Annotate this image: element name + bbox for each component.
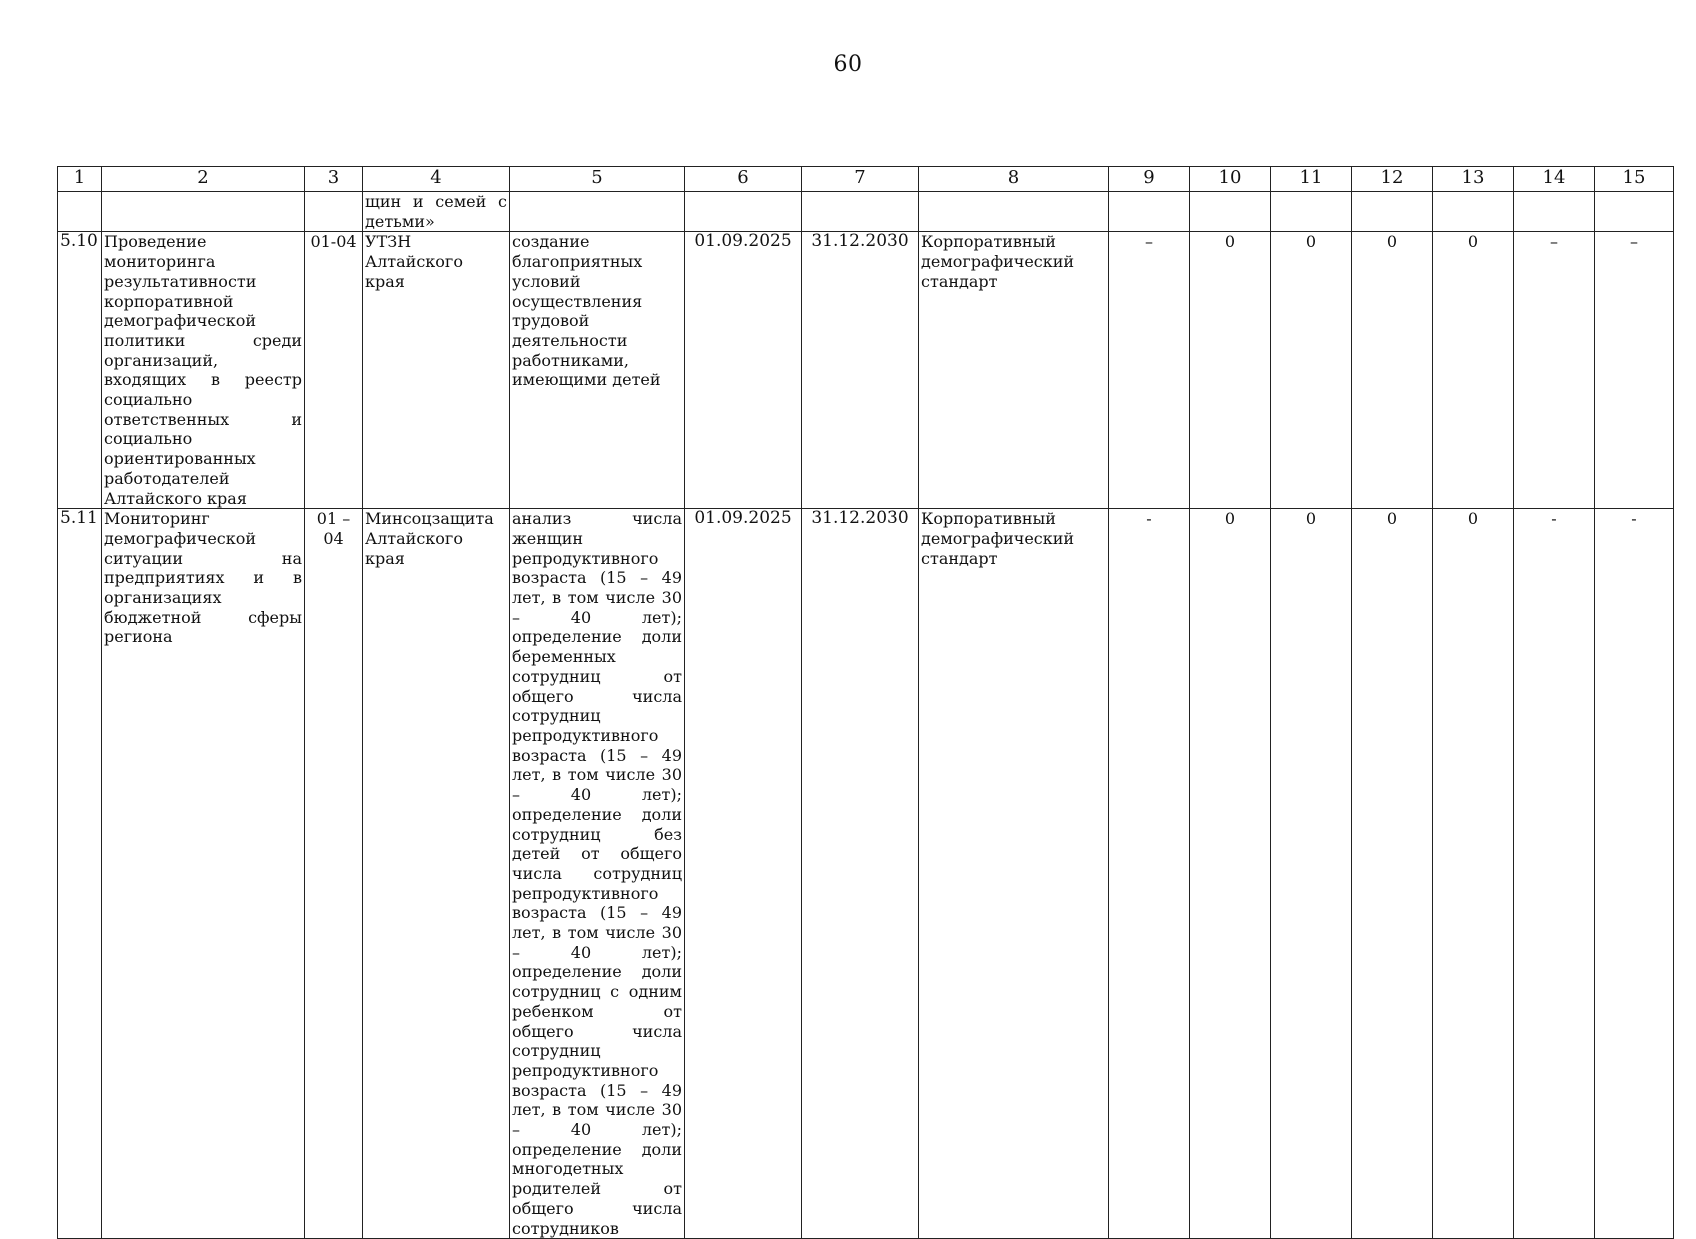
start-date: 01.09.2025 [685,232,802,509]
column-header: 12 [1352,167,1433,192]
expected-result: создание благоприятных условий осуществления трудовой деятельности работниками, имеющими детей [510,232,685,509]
end-date: 31.12.2030 [802,509,919,1239]
plan-table [57,166,1674,1239]
linked-project: Корпоративный демографический стандарт [919,232,1109,509]
value-col-12: 0 [1352,509,1433,1239]
table-cell [1271,192,1352,232]
column-header: 8 [919,167,1109,192]
column-header: 10 [1190,167,1271,192]
column-header: 4 [363,167,510,192]
table-cell [919,192,1109,232]
column-header: 15 [1595,167,1674,192]
value-col-13: 0 [1433,232,1514,509]
value-col-15: – [1595,232,1674,509]
value-col-9: - [1109,509,1190,1239]
column-header: 6 [685,167,802,192]
table-cell [1352,192,1433,232]
table-cell [802,192,919,232]
executor: Минсоцзащита Алтайского края [363,509,510,1239]
end-date: 31.12.2030 [802,232,919,509]
value-col-14: – [1514,232,1595,509]
value-col-9: – [1109,232,1190,509]
value-col-15: - [1595,509,1674,1239]
column-header: 14 [1514,167,1595,192]
column-header: 1 [58,167,102,192]
activity-name: Мониторинг демографической ситуации на предприятиях и в организациях бюджетной сферы региона [102,509,305,1239]
row-number: 5.10 [58,232,102,509]
table-cell [58,192,102,232]
column-header: 7 [802,167,919,192]
value-col-10: 0 [1190,232,1271,509]
column-number-row [58,167,1674,192]
value-col-14: - [1514,509,1595,1239]
expected-result: анализ числа женщин репродуктивного возраста (15 – 49 лет, в том числе 30 – 40 лет); определение доли беременных сотрудниц от общего числа сотрудниц репродуктивного возраста (15 – 49 лет, в том числе 30 – 40 лет); определение доли сотрудниц без детей от общего числа сотрудниц репродуктивного возраста (15 – 49 лет, в том числе 30 – 40 лет); определение доли сотрудниц с одним ребенком от общего числа сотрудниц репродуктивного возраста (15 – 49 лет, в том числе 30 – 40 лет); определение доли многодетных родителей от общего числа сотрудников [510,509,685,1239]
table-cell [1514,192,1595,232]
activity-name: Проведение мониторинга результативности корпоративной демографической политики среди организаций, входящих в реестр социально ответственных и социально ориентированных работодателей Алтайского края [102,232,305,509]
value-col-11: 0 [1271,509,1352,1239]
table-cell [1433,192,1514,232]
table-cell [1595,192,1674,232]
start-date: 01.09.2025 [685,509,802,1239]
table-cell [1109,192,1190,232]
value-col-13: 0 [1433,509,1514,1239]
page-number: 60 [833,52,863,77]
value-col-11: 0 [1271,232,1352,509]
column-header: 2 [102,167,305,192]
linked-project: Корпоративный демографический стандарт [919,509,1109,1239]
activity-code: 01 – 04 [305,509,363,1239]
table-cell [305,192,363,232]
column-header: 11 [1271,167,1352,192]
table-cell [1190,192,1271,232]
column-header: 13 [1433,167,1514,192]
row-number: 5.11 [58,509,102,1239]
column-header: 5 [510,167,685,192]
value-col-10: 0 [1190,509,1271,1239]
column-header: 3 [305,167,363,192]
table-cell [685,192,802,232]
activity-code: 01-04 [305,232,363,509]
table-row-5-11 [58,509,1674,1239]
table-cell [102,192,305,232]
column-header: 9 [1109,167,1190,192]
continuation-row [58,192,1674,232]
value-col-12: 0 [1352,232,1433,509]
table-row-5-10 [58,232,1674,509]
continued-executor-text: щин и семей с детьми» [363,192,510,232]
table-cell [510,192,685,232]
executor: УТЗН Алтайского края [363,232,510,509]
